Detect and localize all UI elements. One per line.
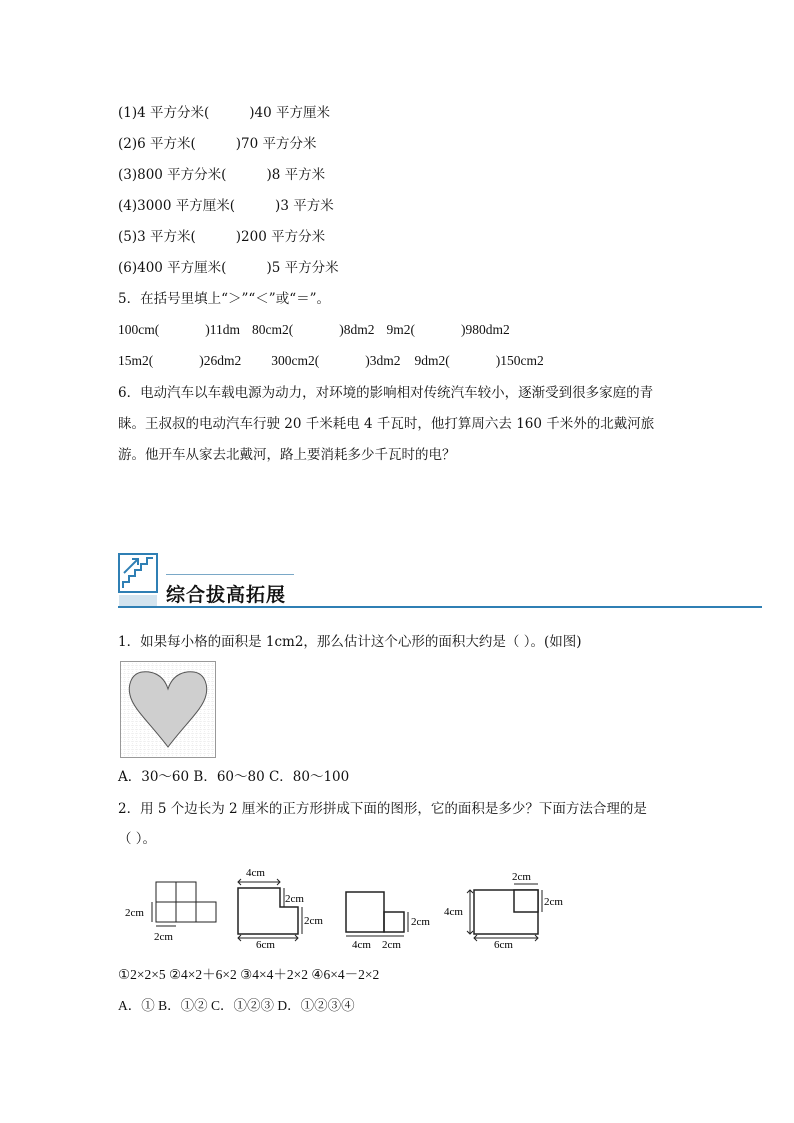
- q4-item-5: (5)3 平方米( )200 平方分米: [118, 229, 326, 245]
- f2-right-label: 2cm: [304, 915, 323, 927]
- p2-question-line-1: 2．用 5 个边长为 2 厘米的正方形拼成下面的图形，它的面积是多少？下面方法合理的是: [118, 801, 647, 817]
- figure-1-cross: [118, 862, 228, 952]
- figure-4-rectangle: [444, 862, 574, 952]
- f3-bottom-right-label: 2cm: [382, 939, 401, 951]
- q4-item-4: (4)3000 平方厘米( )3 平方米: [118, 198, 334, 214]
- q6-line-3: 游。他开车从家去北戴河，路上要消耗多少千瓦时的电？: [118, 447, 456, 463]
- f4-top-label: 2cm: [512, 871, 531, 883]
- f4-bottom-label: 6cm: [494, 939, 513, 951]
- heart-grid-figure: [120, 661, 216, 758]
- q5-row-2: 15m2( )26dm2 300cm2( )3dm2 9dm2( )150cm2: [118, 353, 544, 368]
- f2-bottom-label: 6cm: [256, 939, 275, 951]
- stairs-icon: [118, 553, 160, 609]
- q4-item-6: (6)400 平方厘米( )5 平方分米: [118, 260, 339, 276]
- f3-right-label: 2cm: [411, 916, 430, 928]
- f2-top-label: 4cm: [246, 867, 265, 879]
- q4-item-2: (2)6 平方米( )70 平方分米: [118, 136, 317, 152]
- q4-item-3: (3)800 平方分米( )8 平方米: [118, 167, 326, 183]
- figure-3-squares: [340, 862, 440, 952]
- q5-title: 5．在括号里填上“＞”“＜”或“＝”。: [118, 291, 330, 307]
- f1-side-label: 2cm: [125, 907, 144, 919]
- section-title: 综合拔高拓展: [166, 584, 287, 606]
- f1-bottom-label: 2cm: [154, 931, 173, 943]
- section-divider: [118, 606, 762, 608]
- q6-line-1: 6．电动汽车以车载电源为动力，对环境的影响相对传统汽车较小，逐渐受到很多家庭的青: [118, 385, 654, 401]
- f3-bottom-left-label: 4cm: [352, 939, 371, 951]
- p2-question-line-2: （ ）。: [118, 831, 157, 847]
- figure-2-l-shape: [232, 862, 336, 952]
- p2-methods: ①2×2×5 ②4×2＋6×2 ③4×4＋2×2 ④6×4－2×2: [118, 967, 380, 982]
- p2-options: A．① B．①② C．①②③ D．①②③④: [118, 998, 355, 1013]
- f4-left-label: 4cm: [444, 906, 463, 918]
- q5-row-1: 100cm( )11dm 80cm2( )8dm2 9m2( )980dm2: [118, 322, 510, 337]
- f4-right-label: 2cm: [544, 896, 563, 908]
- p1-question: 1．如果每小格的面积是 1cm2，那么估计这个心形的面积大约是（ ）。(如图): [118, 634, 582, 650]
- f2-left-label: 2cm: [285, 893, 304, 905]
- section-top-rule: [166, 574, 294, 575]
- q4-item-1: (1)4 平方分米( )40 平方厘米: [118, 105, 331, 121]
- p1-options: A．30～60 B．60～80 C．80～100: [118, 769, 350, 785]
- q6-line-2: 睐。王叔叔的电动汽车行驶 20 千米耗电 4 千瓦时，他打算周六去 160 千米外的北戴河旅: [118, 416, 655, 432]
